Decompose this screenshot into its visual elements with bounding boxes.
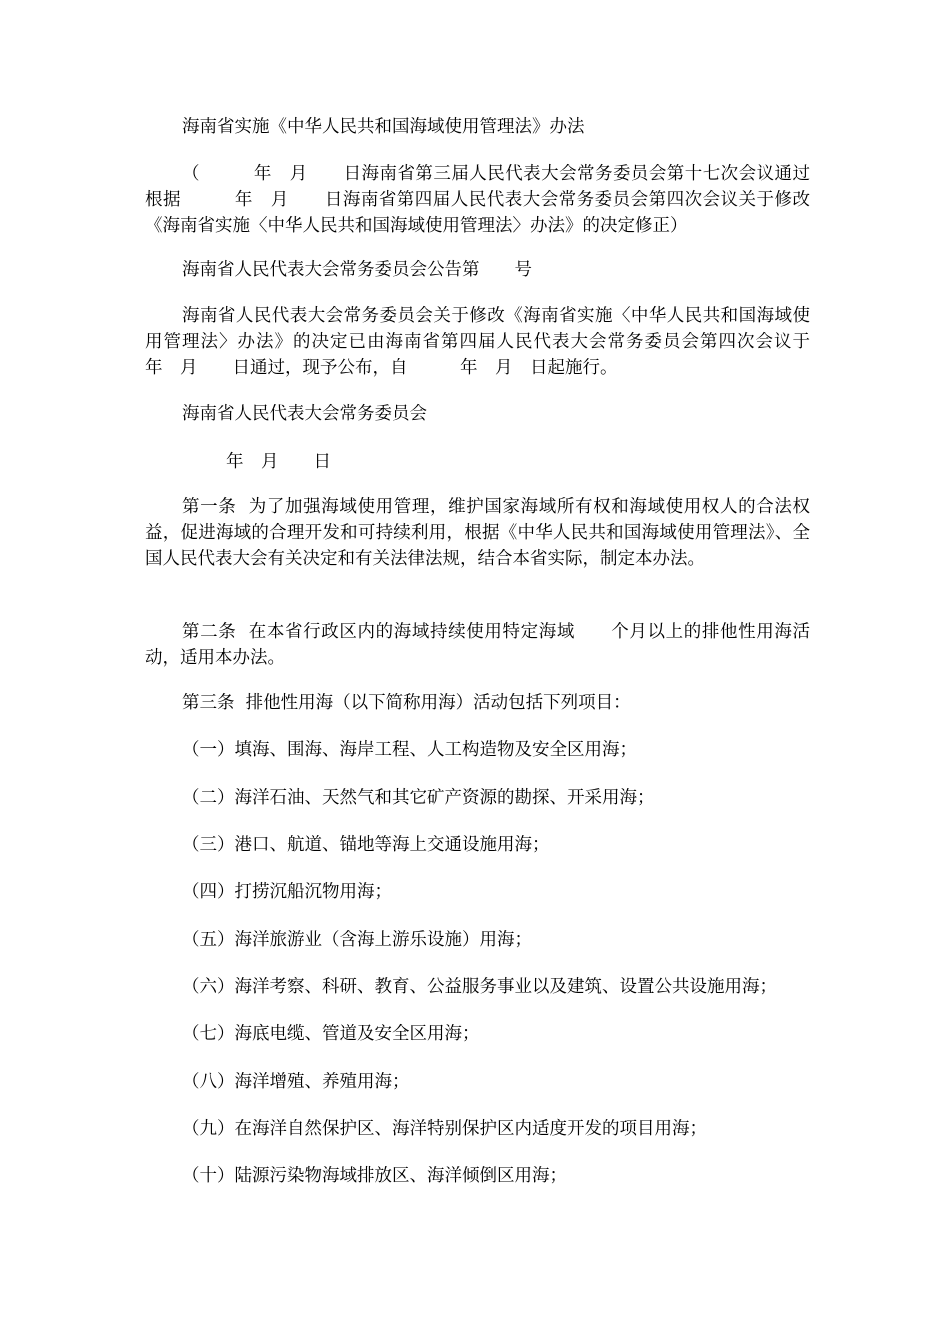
list-item: （十）陆源污染物海域排放区、海洋倾倒区用海； [182,1166,567,1186]
issue-date: 年 月 日 [226,452,331,472]
announcement-body: 海南省人民代表大会常务委员会关于修改《海南省实施〈中华人民共和国海域使用管理法〉办法》的决定已由海南省第四届人民代表大会常务委员会第四次会议于 年 月 日通过，现予公布，自 年 月 日起施行。 [145,306,863,378]
article-2: 第二条 在本省行政区内的海域持续使用特定海域 个月以上的排他性用海活动，适用本办法。 [145,622,810,668]
list-item: （六）海洋考察、科研、教育、公益服务事业以及建筑、设置公共设施用海； [182,977,777,997]
list-item: （一）填海、围海、海岸工程、人工构造物及安全区用海； [182,740,637,760]
list-item: （九）在海洋自然保护区、海洋特别保护区内适度开发的项目用海； [182,1119,707,1139]
list-item: （二）海洋石油、天然气和其它矿产资源的勘探、开采用海； [182,788,655,808]
list-item: （七）海底电缆、管道及安全区用海； [182,1024,480,1044]
article-1: 第一条 为了加强海域使用管理，维护国家海域所有权和海域使用权人的合法权益，促进海域的合理开发和可持续利用，根据《中华人民共和国海域使用管理法》、全国人民代表大会有关决定和有关法律法规，结合本省实际，制定本办法。 [145,497,810,569]
list-item: （三）港口、航道、锚地等海上交通设施用海； [182,835,550,855]
list-item: （四）打捞沉船沉物用海； [182,882,392,902]
list-item: （五）海洋旅游业（含海上游乐设施）用海； [182,930,532,950]
issuer-name: 海南省人民代表大会常务委员会 [182,404,427,424]
document-title: 海南省实施《中华人民共和国海域使用管理法》办法 [182,117,585,137]
amendment-history: （ 年 月 日海南省第三届人民代表大会常务委员会第十七次会议通过 根据 年 月 日海南省第四届人民代表大会常务委员会第四次会议关于修改《海南省实施〈中华人民共和国海域使用管理法〉办法》的决定修正） [145,164,828,236]
announcement-title: 海南省人民代表大会常务委员会公告第 号 [182,260,532,280]
article-3: 第三条 排他性用海（以下简称用海）活动包括下列项目： [182,693,631,713]
list-item: （八）海洋增殖、养殖用海； [182,1072,410,1092]
